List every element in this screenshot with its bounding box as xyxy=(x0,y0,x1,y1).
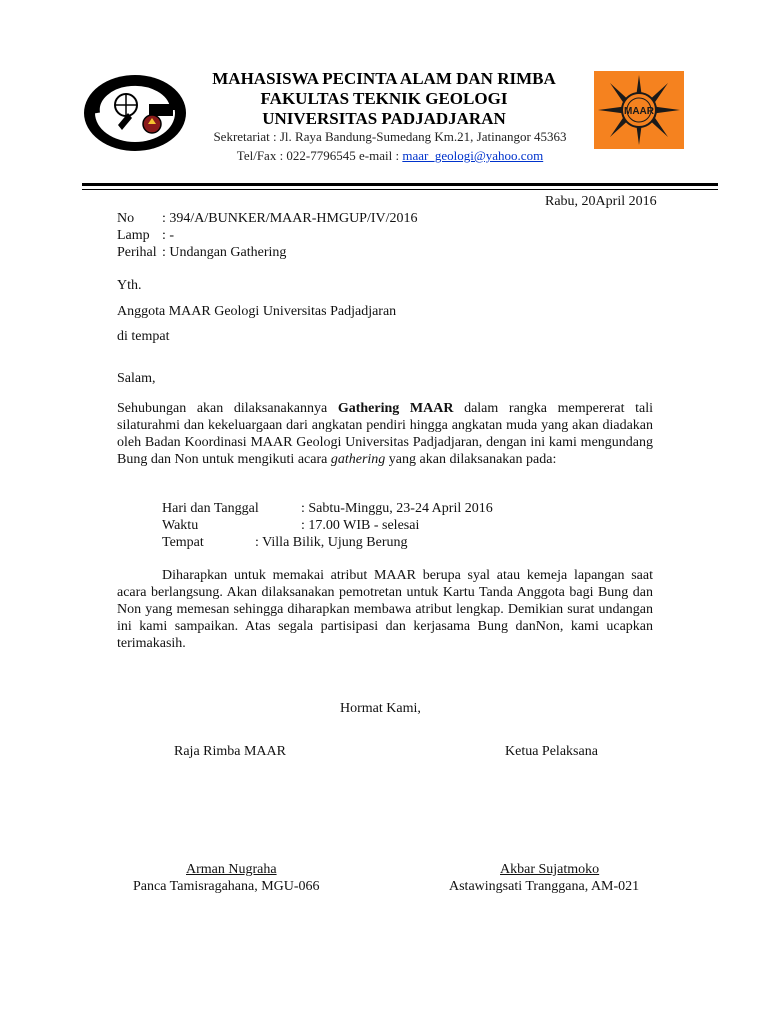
org-address: Sekretariat : Jl. Raya Bandung-Sumedang Km.21, Jatinangor 45363 xyxy=(213,129,567,144)
org-phone: Tel/Fax : 022-7796545 e-mail : xyxy=(236,148,403,163)
email-link[interactable]: maar_geologi@yahoo.com xyxy=(402,148,544,163)
body-paragraph-2: Diharapkan untuk memakai atribut MAAR berupa syal atau kemeja lapangan saat acara berlangsung. Akan dilaksanakan pemotretan untuk Kartu Tanda Anggota bagi Bung dan Non yang memesan sehingga diharapkan membawa atribut lengkap. Demikian surat undangan ini kami sampaikan. Atas segala partisipasi dan kerjasama Bung danNon, kami ucapkan terimakasih. xyxy=(117,568,653,651)
attachment-label: Lamp xyxy=(117,228,150,243)
maar-logo-text: MAAR xyxy=(624,106,654,117)
right-signatory-role: Ketua Pelaksana xyxy=(505,744,598,759)
left-signatory-role: Raja Rimba MAAR xyxy=(174,744,286,759)
right-signatory-name: Akbar Sujatmoko xyxy=(500,862,600,877)
attachment-value: : - xyxy=(162,228,175,243)
number-label: No xyxy=(117,211,135,226)
org-name-line3: UNIVERSITAS PADJADJARAN xyxy=(262,109,506,128)
detail-label-time: Waktu xyxy=(162,518,199,533)
org-name-line1: MAHASISWA PECINTA ALAM DAN RIMBA xyxy=(212,69,556,88)
body-paragraph-1: Sehubungan akan dilaksanakannya Gathering MAAR dalam rangka mempererat tali silaturahmi dan kekeluargaan dari angkatan pendiri hingga angkatan muda yang akan diadakan oleh Badan Koordinasi MAAR Geologi Universitas Padjadjaran, dengan ini kami mengundang Bung dan Non untuk mengikuti acara gathering yang akan dilaksanakan pada: xyxy=(117,401,653,467)
left-signatory-id: Panca Tamisragahana, MGU-066 xyxy=(133,879,320,894)
header-rule-thick xyxy=(82,183,718,186)
org-contact xyxy=(160,148,620,164)
greeting: Salam, xyxy=(117,371,156,386)
left-signatory-name: Arman Nugraha xyxy=(186,862,277,877)
number-value: : 394/A/BUNKER/MAAR-HMGUP/IV/2016 xyxy=(162,211,418,226)
salutation-yth: Yth. xyxy=(117,278,142,293)
event-name: Gathering MAAR xyxy=(337,401,454,416)
detail-label-date: Hari dan Tanggal xyxy=(162,501,259,516)
subject-value: : Undangan Gathering xyxy=(162,245,287,260)
subject-label: Perihal xyxy=(117,245,157,260)
closing: Hormat Kami, xyxy=(340,701,421,716)
detail-value-time: : 17.00 WIB - selesai xyxy=(301,518,420,533)
detail-value-date: : Sabtu-Minggu, 23-24 April 2016 xyxy=(301,501,493,516)
right-signatory-id: Astawingsati Tranggana, AM-021 xyxy=(449,879,640,894)
header-rule-thin xyxy=(82,189,718,190)
recipient: Anggota MAAR Geologi Universitas Padjadjaran xyxy=(117,304,397,319)
maar-compass-logo-icon xyxy=(594,71,684,149)
event-term: gathering xyxy=(330,452,386,467)
detail-value-place: : Villa Bilik, Ujung Berung xyxy=(255,535,408,550)
detail-label-place: Tempat xyxy=(162,535,204,550)
letter-date: Rabu, 20April 2016 xyxy=(545,194,657,209)
recipient-location: di tempat xyxy=(117,329,170,344)
org-name-line2: FAKULTAS TEKNIK GEOLOGI xyxy=(260,89,508,108)
